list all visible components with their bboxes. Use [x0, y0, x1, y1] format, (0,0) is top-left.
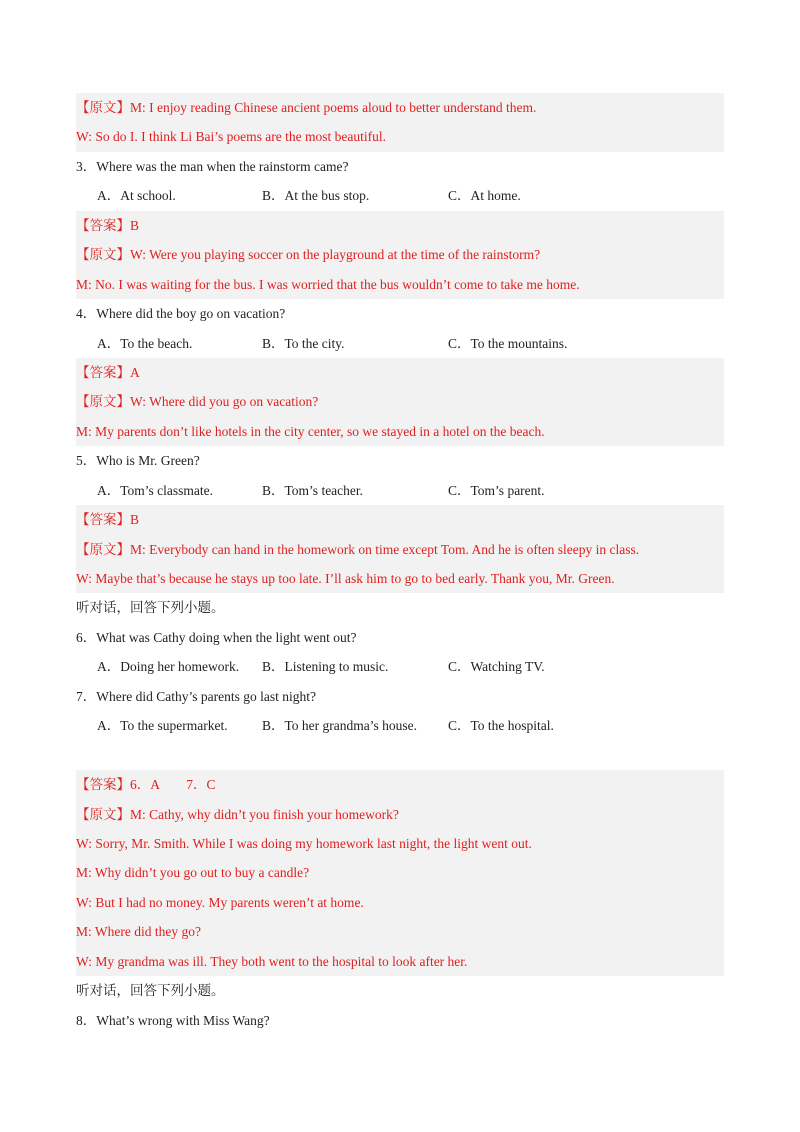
- options-row: [76, 181, 724, 210]
- section-tag: 【答案】: [76, 364, 130, 380]
- line-text: M: Where did they go?: [76, 924, 201, 940]
- options-row: [76, 711, 724, 740]
- option-b: B．Listening to music.: [262, 659, 389, 675]
- line-text: W: Were you playing soccer on the playground at the time of the rainstorm?: [130, 247, 541, 263]
- options-row: [76, 329, 724, 358]
- option-c: C．To the hospital.: [448, 718, 554, 734]
- line-text: M: No. I was waiting for the bus. I was worried that the bus wouldn’t come to take me home.: [76, 276, 580, 292]
- options-row: [76, 652, 724, 681]
- transcript-line: [76, 93, 724, 122]
- line-text: W: So do I. I think Li Bai’s poems are the most beautiful.: [76, 129, 386, 145]
- transcript-line: [76, 800, 724, 829]
- line-text: B: [130, 512, 140, 528]
- spacer: [76, 741, 724, 770]
- section-tag: 【答案】: [76, 777, 130, 793]
- section-tag: 【原文】: [76, 541, 130, 557]
- transcript-line: [76, 240, 724, 269]
- transcript-continuation: [76, 947, 724, 976]
- section-tag: 【原文】: [76, 100, 130, 115]
- question-line: 8．What’s wrong with Miss Wang?: [76, 1012, 270, 1028]
- section-tag: 【答案】: [76, 217, 130, 233]
- line-text: M: Everybody can hand in the homework on time except Tom. And he is often sleepy in class.: [130, 541, 640, 557]
- option-b: B．Tom’s teacher.: [262, 482, 364, 498]
- section-tag: 【原文】: [76, 806, 130, 822]
- section-tag: 【原文】: [76, 247, 130, 263]
- line-text: A: [130, 364, 140, 380]
- option-b: B．To her grandma’s house.: [262, 718, 418, 734]
- answer-line: [76, 505, 724, 534]
- line-text: M: I enjoy reading Chinese ancient poems aloud to better understand them.: [130, 100, 537, 115]
- question-line: 6．What was Cathy doing when the light went out?: [76, 629, 357, 645]
- option-b: B．At the bus stop.: [262, 188, 370, 204]
- transcript-line: [76, 387, 724, 416]
- transcript-continuation: [76, 564, 724, 593]
- option-a: A．To the beach.: [97, 335, 193, 351]
- answer-line: [76, 358, 724, 387]
- option-c: C．Tom’s parent.: [448, 482, 545, 498]
- line-text: 6．A 7．C: [130, 777, 216, 793]
- section-tag: 【原文】: [76, 394, 130, 410]
- transcript-continuation: [76, 858, 724, 887]
- option-c: C．Watching TV.: [448, 659, 545, 675]
- line-text: W: But I had no money. My parents weren’t at home.: [76, 894, 364, 910]
- transcript-line: [76, 535, 724, 564]
- question-line: 3．Where was the man when the rainstorm came?: [76, 158, 349, 174]
- line-text: M: My parents don’t like hotels in the city center, so we stayed in a hotel on the beach.: [76, 423, 545, 439]
- question-line: 7．Where did Cathy’s parents go last night?: [76, 688, 316, 704]
- option-a: A．To the supermarket.: [97, 718, 228, 734]
- option-a: A．At school.: [97, 188, 176, 204]
- section-tag: 【答案】: [76, 512, 130, 528]
- option-c: C．At home.: [448, 188, 521, 204]
- question-line: 5．Who is Mr. Green?: [76, 453, 200, 469]
- answer-line: [76, 211, 724, 240]
- question-line: 听对话，回答下列小题。: [76, 600, 225, 616]
- line-text: W: Maybe that’s because he stays up too late. I’ll ask him to go to bed early. Thank you, Mr. Green.: [76, 571, 615, 586]
- option-a: A．Tom’s classmate.: [97, 482, 214, 498]
- option-c: C．To the mountains.: [448, 335, 568, 351]
- line-text: M: Why didn’t you go out to buy a candle?: [76, 865, 310, 881]
- line-text: W: My grandma was ill. They both went to the hospital to look after her.: [76, 953, 468, 969]
- option-b: B．To the city.: [262, 335, 345, 351]
- transcript-continuation: [76, 888, 724, 917]
- option-a: A．Doing her homework.: [97, 659, 240, 675]
- line-text: M: Cathy, why didn’t you finish your homework?: [130, 806, 399, 822]
- transcript-continuation: [76, 270, 724, 299]
- line-text: W: Where did you go on vacation?: [130, 394, 319, 410]
- transcript-continuation: [76, 917, 724, 946]
- line-text: W: Sorry, Mr. Smith. While I was doing my homework last night, the light went out.: [76, 835, 532, 851]
- options-row: [76, 476, 724, 505]
- line-text: B: [130, 217, 140, 233]
- question-line: 4．Where did the boy go on vacation?: [76, 306, 286, 322]
- transcript-continuation: [76, 829, 724, 858]
- answer-line: [76, 770, 724, 799]
- question-line: 听对话，回答下列小题。: [76, 983, 225, 999]
- transcript-continuation: [76, 417, 724, 446]
- worksheet-content: [76, 93, 724, 1035]
- transcript-continuation: [76, 122, 724, 151]
